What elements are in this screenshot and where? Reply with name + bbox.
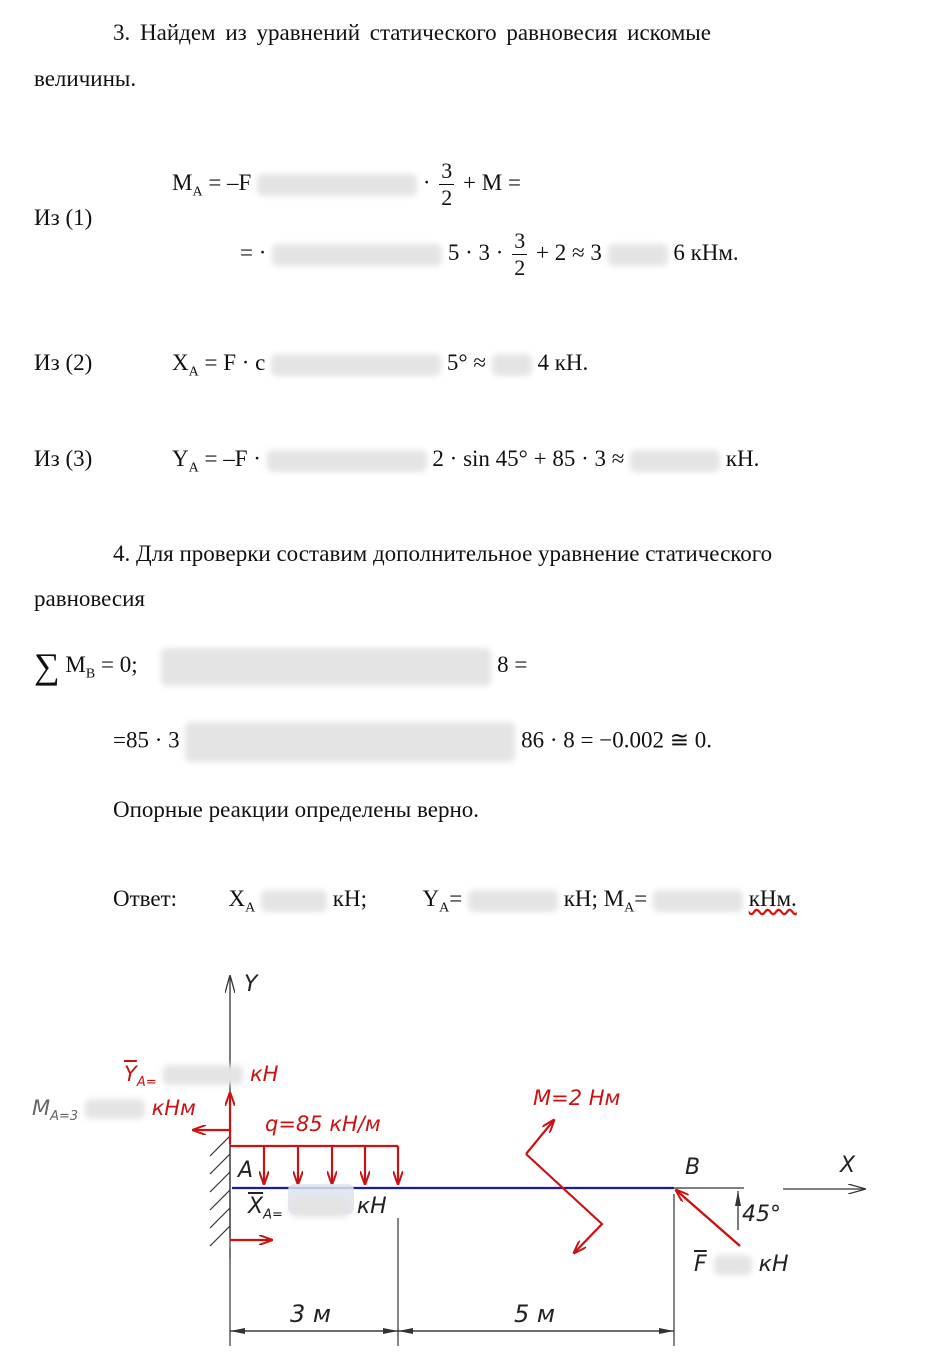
eq2-from: Из (2) bbox=[34, 350, 93, 375]
blurred-region bbox=[468, 890, 558, 912]
blurred-region bbox=[714, 1255, 752, 1275]
eq1-from: Из (1) bbox=[34, 205, 93, 230]
distributed-load bbox=[230, 1146, 398, 1184]
check-line2: =85 · 3 86 · 8 = −0.002 ≅ 0. bbox=[113, 722, 712, 762]
q-label: q=85 кН/м bbox=[265, 1112, 381, 1136]
y-axis-label: Y bbox=[244, 972, 258, 997]
force-f-arrow bbox=[676, 1190, 740, 1246]
blurred-region bbox=[85, 1099, 145, 1119]
blurred-region bbox=[271, 354, 441, 376]
ma-label: $M_{A=3}$ кНм bbox=[32, 1096, 196, 1125]
blurred-region bbox=[630, 450, 720, 472]
eq3-line: $Y_A = -F \cdot 2 \cdot \sin 45^\circ + 85 \cdot 3$ ≈ кН. bbox=[172, 446, 760, 476]
point-b-label: B bbox=[685, 1155, 701, 1180]
eq1-line2: = · 5 · 3 · $\frac{3}{2}$ + 2 ≈ 3 6 кНм. bbox=[240, 228, 739, 280]
step4-line1: 4. Для проверки составим дополнительное уравнение статического bbox=[113, 541, 773, 566]
eq3-from: Из (3) bbox=[34, 446, 93, 471]
m-label: M=2 Нм bbox=[533, 1086, 621, 1110]
x-axis-label: X bbox=[840, 1153, 856, 1178]
step3-line1: 3. Найдем из уравнений статического равновесия искомые bbox=[113, 20, 711, 45]
eq1-line1: $M_A = -F$ · $\frac{3}{2}$ + M = bbox=[172, 158, 521, 210]
fraction-3-2: $\frac{3}{2}$ bbox=[441, 158, 453, 210]
blurred-region bbox=[267, 450, 427, 472]
beam-diagram bbox=[0, 948, 930, 1368]
blurred-region bbox=[290, 1197, 350, 1217]
point-a-label: A bbox=[238, 1158, 254, 1183]
blurred-region bbox=[257, 174, 417, 196]
angle-label: 45° bbox=[742, 1202, 781, 1227]
verified-text: Опорные реакции определены верно. bbox=[113, 797, 480, 822]
eq2-line: $X_A = F \cdot c$ 5° ≈ 4 кН. bbox=[172, 350, 589, 380]
blurred-region bbox=[161, 648, 491, 686]
step3-line2: величины. bbox=[34, 66, 137, 91]
blurred-region bbox=[492, 354, 532, 376]
blurred-region bbox=[272, 244, 442, 266]
dimension-5m: 5 м bbox=[514, 1300, 556, 1328]
dimension-3m: 3 м bbox=[290, 1300, 332, 1328]
answer-line: Ответ: $X_A$ кН; $Y_A=$ кН; $M_A=$ кНм. bbox=[113, 886, 797, 916]
blurred-region bbox=[261, 890, 327, 912]
check-line1: ∑ $M_B = 0$; 8 = bbox=[34, 646, 528, 686]
blurred-region bbox=[185, 722, 515, 762]
moment-m-symbol bbox=[526, 1120, 602, 1253]
fixed-support bbox=[210, 1130, 230, 1258]
blurred-region bbox=[653, 890, 743, 912]
ya-label: $\overline{Y}_{A=}$ кН bbox=[124, 1062, 279, 1091]
blurred-region bbox=[608, 244, 668, 266]
xa-label: $\overline{X}_{A=}$ кН bbox=[248, 1194, 387, 1223]
blurred-region bbox=[163, 1065, 243, 1085]
step4-line2: равновесия bbox=[34, 586, 145, 611]
f-label: $\overline{F}$ кН bbox=[694, 1252, 789, 1277]
fraction-3-2: $\frac{3}{2}$ bbox=[514, 228, 526, 280]
